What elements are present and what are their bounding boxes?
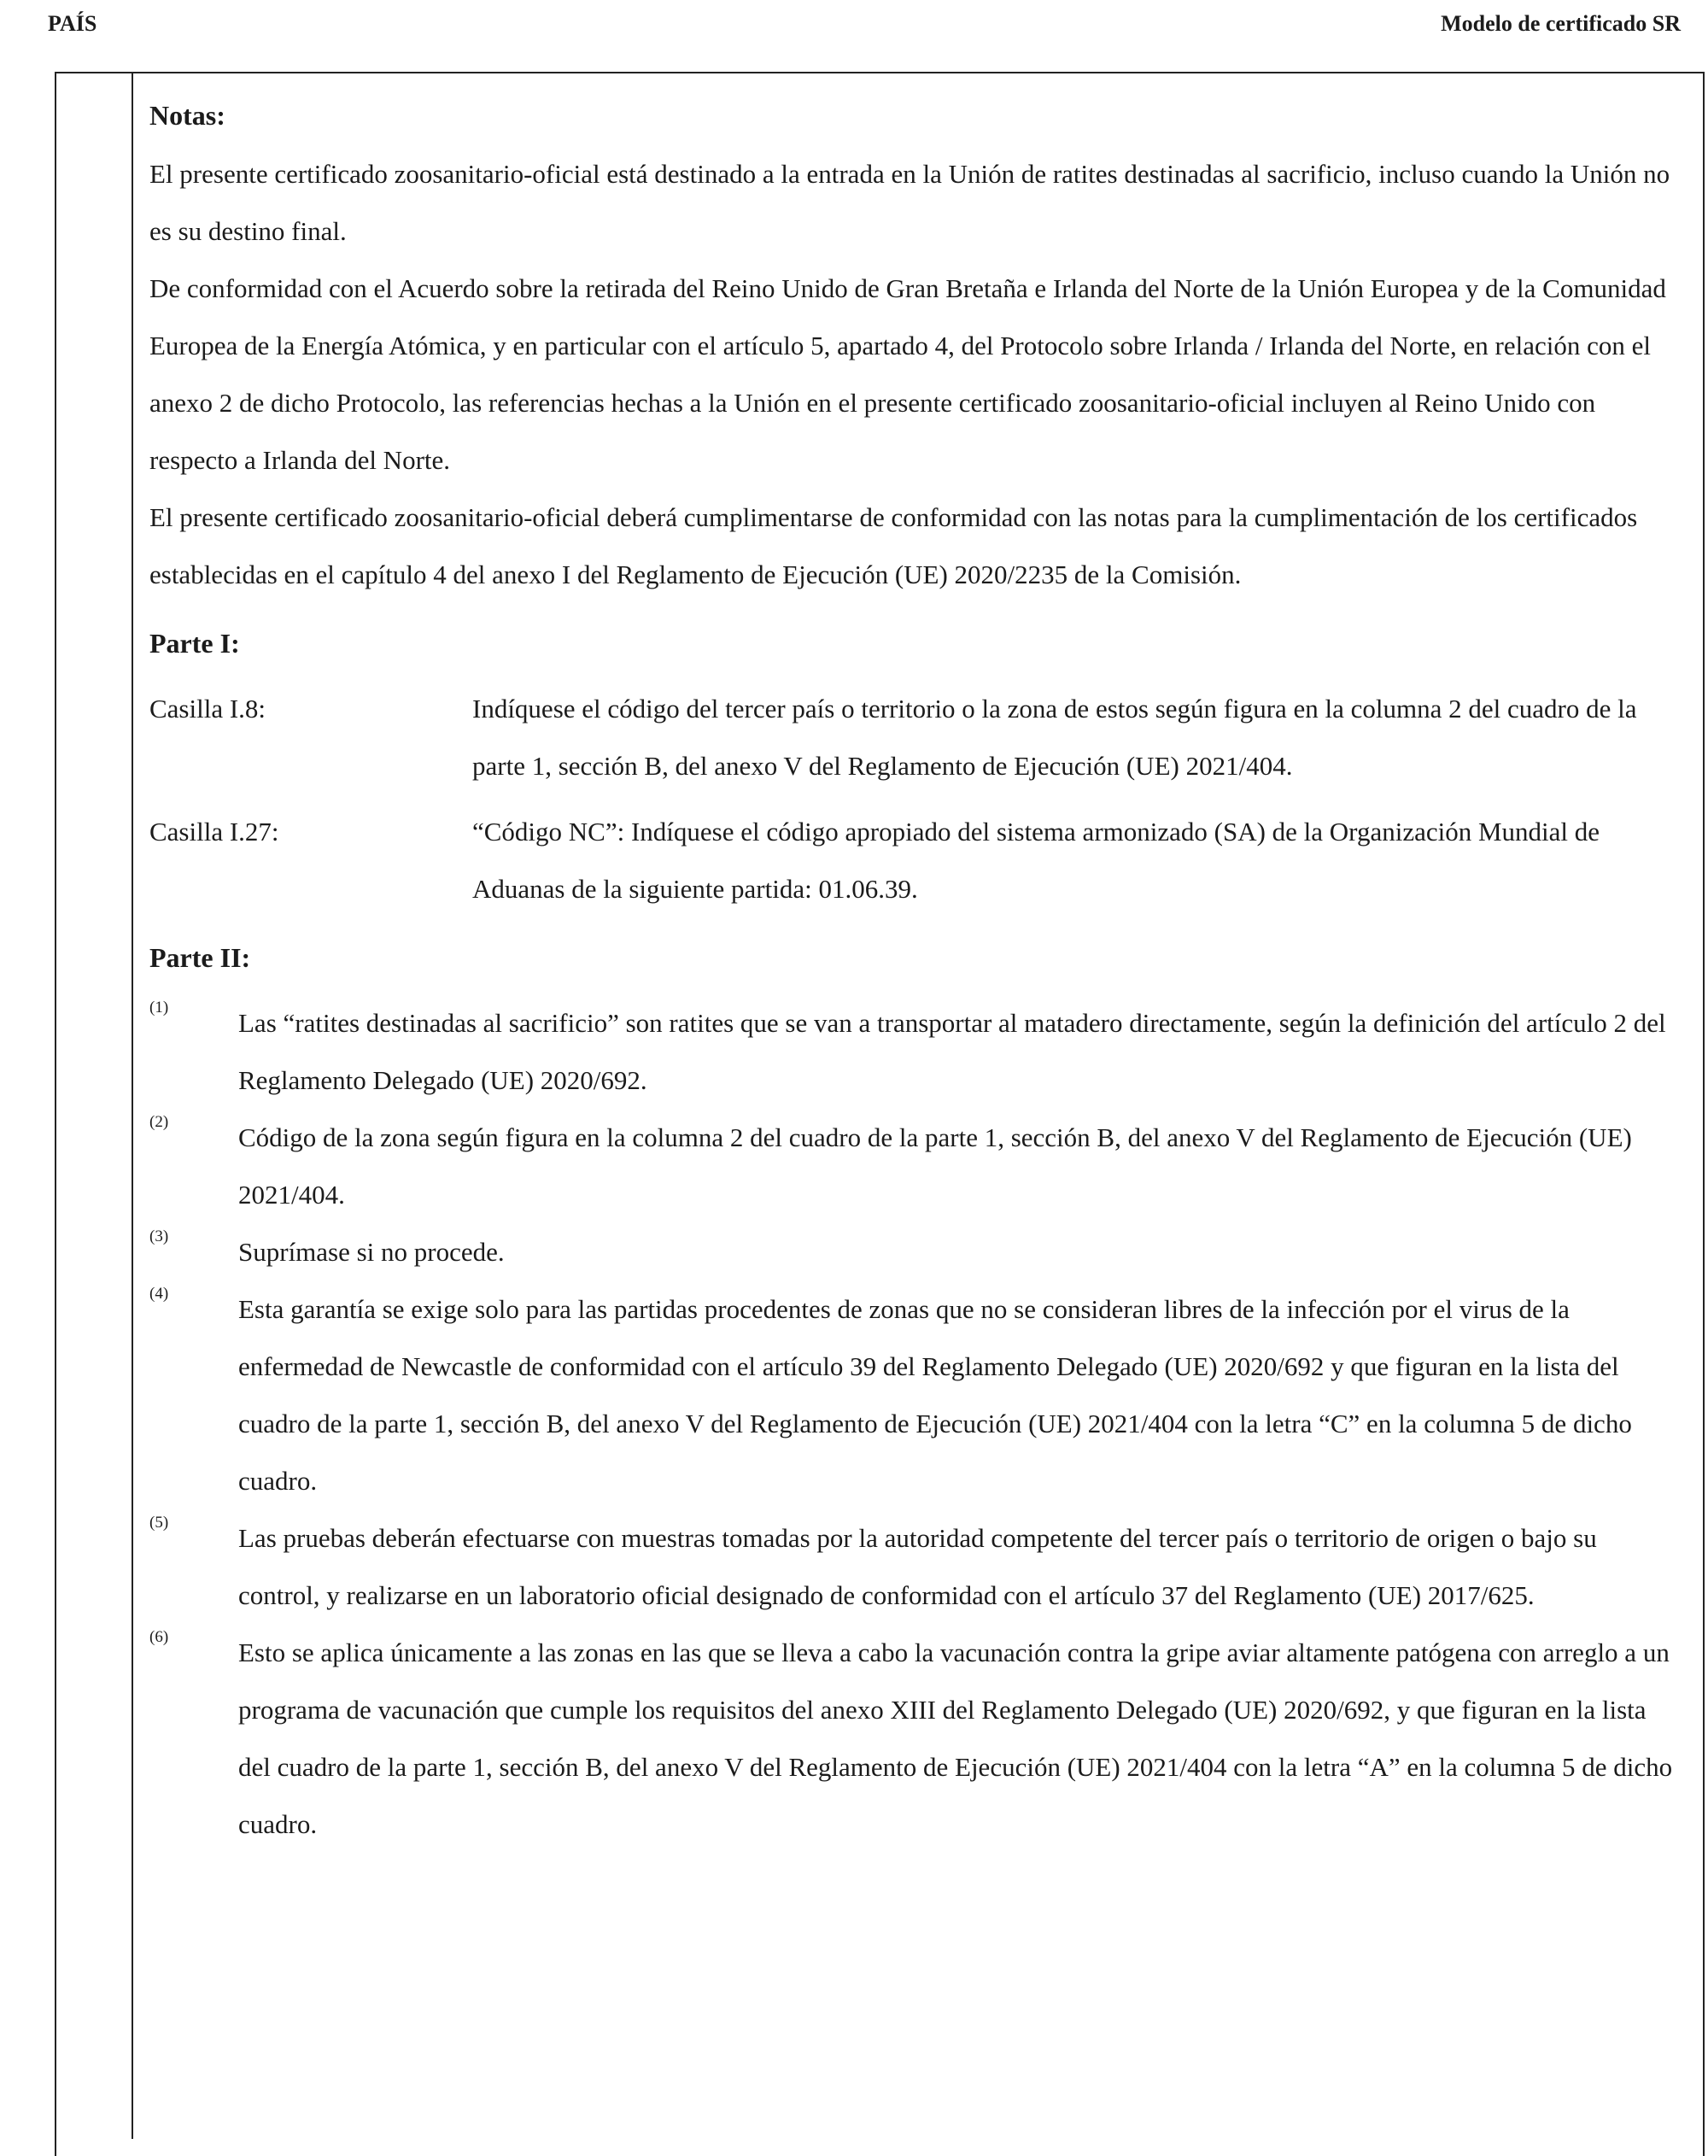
part2-title: Parte II:	[149, 942, 251, 973]
notes-paragraph: De conformidad con el Acuerdo sobre la retirada del Reino Unido de Gran Bretaña e Irlanda del Norte de la Unión Europea y de la Comunidad Europea de la Energía Atómica, y en particular con el artículo 5, apartado 4, del Protocolo sobre Irlanda / Irlanda del Norte, en relación con el anexo 2 de dicho Protocolo, las referencias hechas a la Unión en el presente certificado zoosanitario-oficial incluyen al Reino Unido con respecto a Irlanda del Norte.	[149, 273, 1666, 475]
footnote-text: Esta garantía se exige solo para las partidas procedentes de zonas que no se consideran libres de la infección por el virus de la enfermedad de Newcastle de conformidad con el artículo 39 del Reglamento Delegado (UE) 2020/692 y que figuran en la lista del cuadro de la parte 1, sección B, del anexo V del Reglamento de Ejecución (UE) 2021/404 con la letra “C” en la columna 5 de dicho cuadro.	[238, 1294, 1632, 1496]
footnote-text: Código de la zona según figura en la columna 2 del cuadro de la parte 1, sección B, del anexo V del Reglamento de Ejecución (UE) 2021/404.	[238, 1122, 1632, 1210]
casilla-row	[149, 803, 1678, 917]
footnote-number: (3)	[149, 1227, 169, 1245]
header-country: PAÍS	[48, 11, 97, 36]
casilla-row	[149, 680, 1678, 794]
casilla-label: Casilla I.27:	[149, 817, 279, 847]
footnote-item	[149, 994, 1678, 1109]
document-body	[149, 85, 1678, 1853]
footnote-number: (5)	[149, 1514, 169, 1532]
footnote-text: Las pruebas deberán efectuarse con muestras tomadas por la autoridad competente del tercer país o territorio de origen o bajo su control, y realizarse en un laboratorio oficial designado de conformidad con el artículo 37 del Reglamento (UE) 2017/625.	[238, 1523, 1597, 1610]
casilla-label: Casilla I.8:	[149, 694, 266, 724]
footnote-number: (1)	[149, 999, 169, 1016]
footnote-text: Esto se aplica únicamente a las zonas en las que se lleva a cabo la vacunación contra la gripe aviar altamente patógena con arreglo a un programa de vacunación que cumple los requisitos del anexo XIII del Reglamento Delegado (UE) 2020/692, y que figuran en la lista del cuadro de la parte 1, sección B, del anexo V del Reglamento de Ejecución (UE) 2021/404 con la letra “A” en la columna 5 de dicho cuadro.	[238, 1638, 1673, 1839]
notes-paragraph: El presente certificado zoosanitario-oficial deberá cumplimentarse de conformidad con las notas para la cumplimentación de los certificados establecidas en el capítulo 4 del anexo I del Reglamento de Ejecución (UE) 2020/2235 de la Comisión.	[149, 502, 1638, 589]
footnote-number: (6)	[149, 1628, 169, 1646]
footnote-item	[149, 1109, 1678, 1223]
casilla-text: “Código NC”: Indíquese el código apropiado del sistema armonizado (SA) de la Organización Mundial de Aduanas de la siguiente partida: 01.06.39.	[472, 817, 1600, 904]
footnote-item	[149, 1624, 1678, 1853]
footnote-number: (4)	[149, 1285, 169, 1303]
margin-divider	[132, 72, 133, 2139]
notes-paragraph: El presente certificado zoosanitario-oficial está destinado a la entrada en la Unión de ratites destinadas al sacrificio, incluso cuando la Unión no es su destino final.	[149, 159, 1670, 246]
footnote-item	[149, 1509, 1678, 1624]
notes-title: Notas:	[149, 100, 225, 131]
header-certificate-model: Modelo de certificado SR	[1441, 11, 1681, 36]
footnote-text: Las “ratites destinadas al sacrificio” son ratites que se van a transportar al matadero directamente, según la definición del artículo 2 del Reglamento Delegado (UE) 2020/692.	[238, 1008, 1666, 1095]
part1-title: Parte I:	[149, 628, 240, 659]
casilla-text: Indíquese el código del tercer país o territorio o la zona de estos según figura en la columna 2 del cuadro de la parte 1, sección B, del anexo V del Reglamento de Ejecución (UE) 2021/404.	[472, 694, 1637, 781]
footnote-text: Suprímase si no procede.	[238, 1237, 505, 1267]
footnote-number: (2)	[149, 1113, 169, 1131]
footnote-item	[149, 1223, 1678, 1280]
footnote-item	[149, 1280, 1678, 1509]
